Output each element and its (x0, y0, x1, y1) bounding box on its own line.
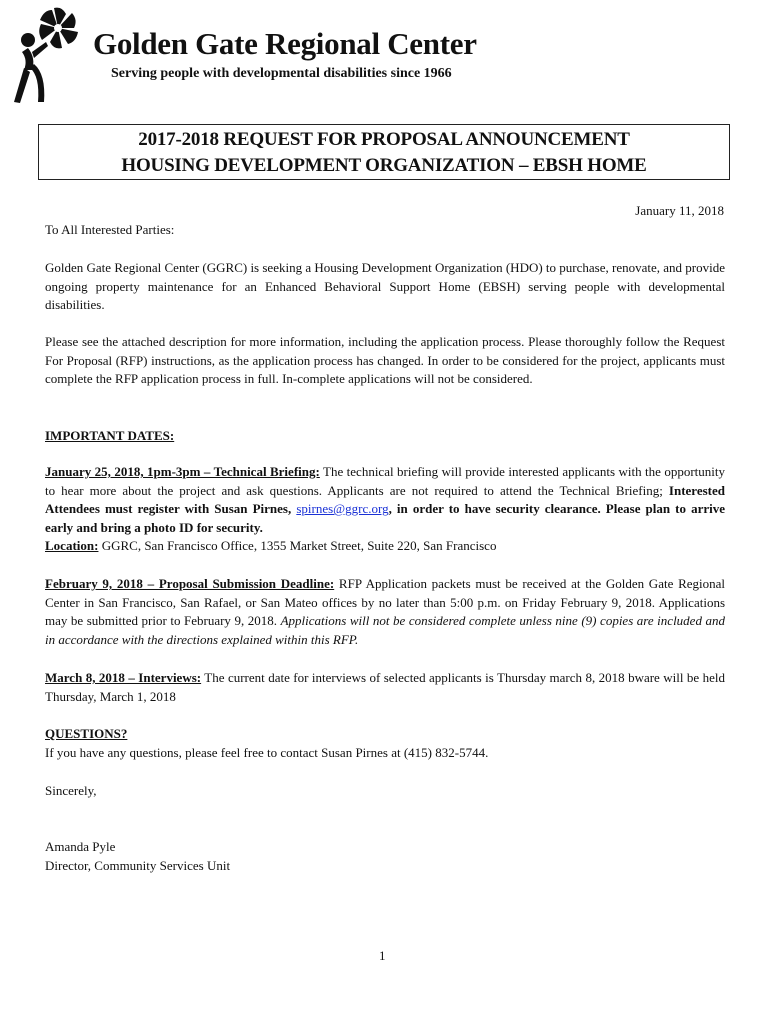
briefing-register-note: Interested Attendees must register with Susan Pirnes, (45, 482, 725, 516)
interviews-label: March 8, 2018 – Interviews: (45, 670, 202, 685)
briefing-text: The technical briefing will provide interested applicants with the opportunity to hear more about the project and ask questions. Applicants are not required to attend the Technical Briefing; (45, 464, 725, 498)
questions-text: If you have any questions, please feel free to contact Susan Pirnes at (415) 832-5744. (45, 745, 489, 760)
interviews-text: The current date for interviews of selected applicants is Thursday march 8, 2018 bware will be held Thursday, March 1, 2018 (45, 670, 726, 704)
interviews-section (45, 669, 725, 706)
briefing-label: January 25, 2018, 1pm-3pm – Technical Briefing: (45, 464, 320, 479)
paragraph-intro: Golden Gate Regional Center (GGRC) is seeking a Housing Development Organization (HDO) to purchase, renovate, and provide ongoing property maintenance for an Enhanced Behavioral Support Home (EBSH) serving people with developmental disabilities. (45, 260, 725, 312)
org-tagline: Serving people with developmental disabilities since 1966 (111, 66, 452, 81)
title-line-1: 2017-2018 REQUEST FOR PROPOSAL ANNOUNCEMENT (138, 129, 630, 150)
deadline-italic-note: Applications will not be considered complete unless nine (9) copies are included and in accordance with the directions explained within this RFP. (45, 613, 725, 647)
letter-date: January 11, 2018 (635, 203, 724, 218)
location-text: GGRC, San Francisco Office, 1355 Market Street, Suite 220, San Francisco (98, 538, 497, 553)
questions-heading: QUESTIONS? (45, 726, 128, 741)
announcement-title-box (38, 124, 730, 180)
closing: Sincerely, (45, 783, 97, 798)
signer-name: Amanda Pyle (45, 839, 116, 854)
deadline-text: RFP Application packets must be received at the Golden Gate Regional Center in San Francisco, San Rafael, or San Mateo offices by no later than 5:00 p.m. on Friday February 9, 2018. Applications may be submitted prior to February 9, 2018. (45, 576, 725, 628)
location-label: Location: (45, 538, 99, 553)
page-number: 1 (379, 948, 386, 963)
briefing-section (45, 463, 725, 556)
deadline-section (45, 575, 725, 649)
ggrc-logo-icon (6, 4, 88, 106)
important-dates-heading: IMPORTANT DATES: (45, 428, 175, 443)
paragraph-instructions: Please see the attached description for more information, including the application process. Please thoroughly follow the Request For Proposal (RFP) instructions, as the application process has changed. In order to be considered for the project, applicants must complete the RFP application process in full. In-complete applications will not be considered. (45, 334, 725, 386)
signer-title: Director, Community Services Unit (45, 858, 231, 873)
briefing-security-note: , in order to have security clearance. Please plan to arrive early and bring a photo ID for security. (45, 501, 726, 535)
title-line-2: HOUSING DEVELOPMENT ORGANIZATION – EBSH HOME (121, 155, 647, 176)
org-name: Golden Gate Regional Center (93, 26, 477, 61)
salutation: To All Interested Parties: (45, 222, 175, 237)
contact-email-link[interactable]: spirnes@ggrc.org (296, 501, 389, 516)
deadline-label: February 9, 2018 – Proposal Submission Deadline: (45, 576, 335, 591)
